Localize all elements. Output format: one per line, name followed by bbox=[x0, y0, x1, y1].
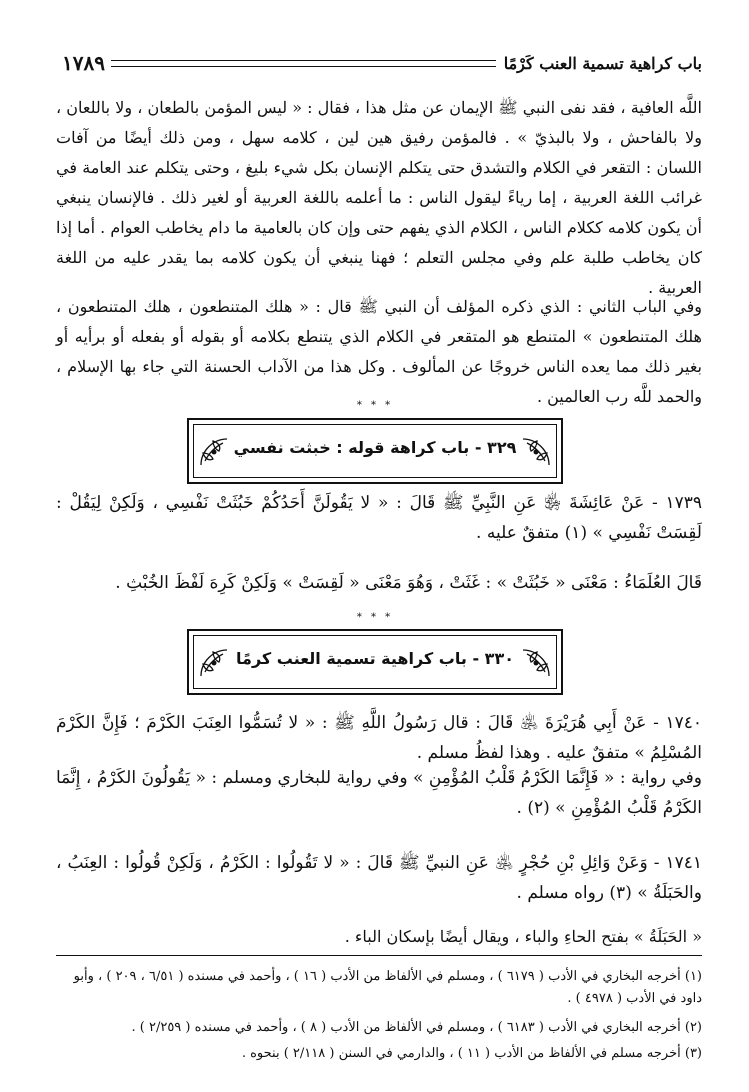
section-title-330: ٣٣٠ - باب كراهية تسمية العنب كرمًا bbox=[236, 649, 514, 668]
hadith-1740: ١٧٤٠ - عَنْ أَبِي هُرَيْرَةَ ﵁ قَالَ : قال رَسُولُ اللَّهِ ﷺ : « لا تُسَمُّوا العِنَبَ الكَرْمَ ؛ فَإِنَّ الكَرْمَ المُسْلِمُ » متفقٌ عليه . وهذا لفظُ مسلم . bbox=[56, 713, 702, 763]
header-rule bbox=[111, 60, 496, 67]
hadith-1741: ١٧٤١ - وَعَنْ وَائِلِ بْنِ حُجْرٍ ﵁ عَنِ النبيِّ ﷺ قَالَ : « لا تَقُولُوا : الكَرْمُ ، وَلَكِنْ قُولُوا : العِنَبُ ، والحَبَلَةُ » (٣) رواه مسلم . bbox=[56, 853, 702, 903]
section-separator: * * * bbox=[356, 612, 394, 623]
commentary-paragraph-2: وفي الباب الثاني : الذي ذكره المؤلف أن النبي ﷺ قال : « هلك المتنطعون ، هلك المتنطعون ، هلك المتنطعون » المتنطع هو المتقعر في الكلام الذي يتنطع بكلامه أو بقوله أو بفعله أو برأيه أو بغير ذلك مما يعده الناس خروجًا عن المألوف . وكل هذا من الآداب الحسنة التي جاء بها الإسلام ، والحمد للَّه رب العالمين . bbox=[56, 297, 702, 406]
hadith-1739: ١٧٣٩ - عَنْ عَائِشَةَ ﵂ عَنِ النَّبِيِّ ﷺ قَالَ : « لا يَقُولَنَّ أَحَدُكُمْ خَبُثَتْ نَفْسِي ، وَلَكِنْ لِيَقُلْ : لَقِسَتْ نَفْسِي » (١) متفقٌ عليه . bbox=[56, 493, 702, 543]
section-separator: * * * bbox=[356, 400, 394, 411]
running-header bbox=[62, 50, 702, 76]
footnote-2: (٢) أخرجه البخاري في الأدب ( ٦١٨٣ ) ، ومسلم في الألفاظ من الأدب ( ٨ ) ، وأحمد في مسنده ( ٢/٢٥٩ ) . bbox=[131, 1020, 702, 1035]
scholars-note: قَالَ العُلَمَاءُ : مَعْنَى « خَبُثَتْ » : غَثَتْ ، وَهُوَ مَعْنَى « لَقِسَتْ » وَلَكِنْ كَرِهَ لَفْظَ الخُبْثِ . bbox=[115, 573, 702, 593]
section-heading-frame-329 bbox=[187, 418, 563, 484]
word-note: « الحَبَلَةُ » بفتح الحاءِ والباء ، ويقال أيضًا بإسكان الباء . bbox=[344, 927, 702, 946]
page-number: ١٧٨٩ bbox=[62, 51, 105, 75]
footnote-divider bbox=[56, 955, 702, 956]
footnote-3: (٣) أخرجه مسلم في الألفاظ من الأدب ( ١١ ) ، والدارمي في السنن ( ٢/١١٨ ) بنحوه . bbox=[241, 1046, 702, 1061]
floral-ornament-icon bbox=[197, 435, 231, 469]
floral-ornament-icon bbox=[519, 646, 553, 680]
footnote-1: (١) أخرجه البخاري في الأدب ( ٦١٧٩ ) ، ومسلم في الألفاظ من الأدب ( ١٦ ) ، وأحمد في مسنده ( ٦/٥١ ، ٢٠٩ ) ، وأبو داود في الأدب ( ٤٩٧٨ ) . bbox=[73, 969, 702, 1006]
running-title: باب كراهية تسمية العنب كَرْمًا bbox=[503, 53, 702, 73]
floral-ornament-icon bbox=[197, 646, 231, 680]
section-title-329: ٣٢٩ - باب كراهة قوله : خبثت نفسي bbox=[233, 438, 517, 457]
commentary-paragraph-1: اللَّه العافية ، فقد نفى النبي ﷺ الإيمان عن مثل هذا ، فقال : « ليس المؤمن بالطعان ، ولا باللعان ، ولا بالفاحش ، ولا بالبذيّ » . فالمؤمن رفيق هين لين ، كلامه سهل ، ومن ذلك أيضًا من آفات اللسان : التقعر في الكلام والتشدق حتى يتكلم الإنسان بكل شيء بليغ ، وحتى يتكلم عند العامة في غرائب اللغة العربية ، إما رياءً ليقول الناس : ما أعلمه باللغة العربية أو لغير ذلك . فالإنسان ينبغي أن يكون كلامه ككلام الناس ، الكلام الذي يفهم حتى وإن كان بالعامية ما دام يخاطب العوام . أما إذا كان يخاطب طلبة علم وفي مجلس التعلم ؛ فهنا ينبغي أن يكون كلامه بما يقدر عليه من اللغة العربية . bbox=[56, 98, 703, 297]
floral-ornament-icon bbox=[519, 435, 553, 469]
hadith-1740-variants: وفي رواية : « فَإِنَّمَا الكَرْمُ قَلْبُ المُؤْمِنِ » وفي رواية للبخاري ومسلم : « يَقُولُونَ الكَرْمُ ، إِنَّمَا الكَرْمُ قَلْبُ المُؤْمِنِ » (٢) . bbox=[56, 768, 702, 818]
section-heading-frame-330 bbox=[187, 629, 563, 695]
